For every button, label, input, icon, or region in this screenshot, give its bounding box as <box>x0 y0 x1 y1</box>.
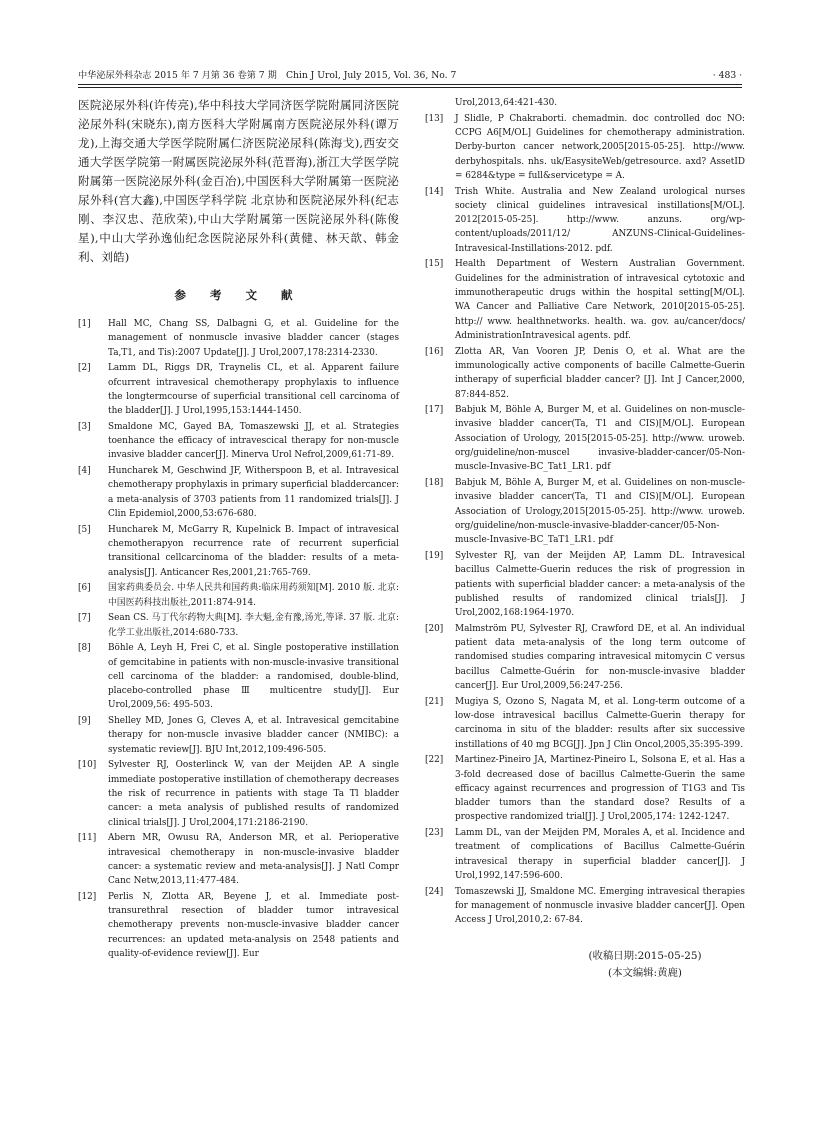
reference-item <box>425 695 745 752</box>
reference-item <box>425 753 745 824</box>
reference-item <box>425 622 745 693</box>
reference-item <box>78 420 399 463</box>
reference-number: [4] <box>78 466 91 477</box>
reference-number: [24] <box>425 886 444 897</box>
reference-item <box>78 611 399 640</box>
reference-item <box>425 257 745 343</box>
reference-text: Lamm DL, Riggs DR, Traynelis CL, et al. Apparent failure ofcurrent intravesical chemotherapy prophylaxis to influence the longtermcourse of superficial transitional cell carcinoma of the bladder[J]. J Urol,1995,153:1444-1450. <box>108 363 399 417</box>
reference-text: Abern MR, Owusu RA, Anderson MR, et al. Perioperative intravesical chemotherapy in non-muscle-invasive bladder cancer: a systematic review and meta-analysis[J]. J Natl Compr Canc Netw,2013,11:477-484. <box>108 833 399 887</box>
reference-text: Sylvester RJ, van der Meijden AP, Lamm DL. Intravesical bacillus Calmette-Guerin reduces the risk of progression in patients with superficial bladder cancer: a meta-analysis of the published results of randomized clinical trials[J]. J Urol,2002,168:1964-1970. <box>455 550 745 619</box>
reference-number: [14] <box>425 186 444 197</box>
reference-item <box>78 714 399 757</box>
reference-text: Huncharek M, McGarry R, Kupelnick B. Impact of intravesical chemotherapyon recurrence rate of recurrent superficial transitional cellcarcinoma of the bladder: results of a meta-analysis[J]. Anticancer Res,2001,21:765-769. <box>108 524 399 578</box>
page-number: · 483 · <box>712 70 742 81</box>
reference-number: [15] <box>425 259 444 270</box>
reference-text: Shelley MD, Jones G, Cleves A, et al. Intravesical gemcitabine therapy for non-muscle invasive bladder cancer (NMIBC): a systematic review[J]. BJU Int,2012,109:496-505. <box>108 716 399 755</box>
reference-text: Tomaszewski JJ, Smaldone MC. Emerging intravesical therapies for management of nonmuscle invasive bladder cancer[J]. Open Access J Urol,2010,2: 67-84. <box>455 886 745 926</box>
reference-item <box>425 826 745 883</box>
right-column <box>425 96 745 982</box>
reference-text: Sylvester RJ, Oosterlinck W, van der Meijden AP. A single immediate postoperative instillation of chemotherapy decreases the risk of recurrence in patients with stage Ta Tl bladder cancer: a meta analysis of published results of randomized clinical trials[J]. J Urol,2004,171:2186-2190. <box>108 760 399 828</box>
reference-item <box>425 476 745 547</box>
affiliations-paragraph: 医院泌尿外科(许传亮),华中科技大学同济医学院附属同济医院泌尿外科(宋晓东),南方医科大学附属南方医院泌尿外科(谭万龙),上海交通大学医学院附属仁济医院泌尿科(陈海戈),西安交通大学医学院第一附属医院泌尿外科(范晋海),浙江大学医学院附属第一医院泌尿外科(金百冶),中国医科大学附属第一医院泌尿外科(宫大鑫),中国医学科学院 北京协和医院泌尿外科(纪志刚、李汉忠、范欣荣),中山大学附属第一医院泌尿外科(陈俊星),中山大学孙逸仙纪念医院泌尿外科(黄健、林天歆、韩金利、刘皓) <box>78 98 399 264</box>
reference-number: [9] <box>78 716 91 727</box>
reference-item <box>425 112 745 183</box>
reference-number: [16] <box>425 346 444 357</box>
reference-number: [12] <box>78 891 97 902</box>
journal-citation: 中华泌尿外科杂志 2015 年 7 月第 36 卷第 7 期 Chin J Urol, July 2015, Vol. 36, No. 7 <box>78 70 457 81</box>
reference-text: Health Department of Western Australian Government. Guidelines for the administration of intravesical cytotoxic and immunotherapeutic drugs within the hospital setting[M/OL]. WA Cancer and Palliative Care Network, 2010[2015-05-25]. http:// www. healthnetworks. health. wa. gov. au/cancer/docs/ AdministrationIntravesical agents. pdf. <box>455 259 745 341</box>
reference-text: Martinez-Pineiro JA, Martinez-Pineiro L, Solsona E, et al. Has a 3-fold decreased dose of bacillus Calmette-Guerin the same efficacy against recurrences and progression of T1G3 and Tis bladder tumors than the standard dose? Results of a prospective randomized trial[J]. J Urol,2005,174: 1242-1247. <box>455 755 745 823</box>
reference-item <box>425 403 745 474</box>
reference-item <box>78 361 399 418</box>
reference-number: [7] <box>78 613 91 624</box>
reference-number: [23] <box>425 828 444 839</box>
received-date: (收稿日期:2015-05-25) <box>588 949 702 962</box>
header-rule <box>78 84 742 85</box>
reference-item <box>78 317 399 360</box>
reference-text: Huncharek M, Geschwind JF, Witherspoon B, et al. Intravesical chemotherapy prophylaxis in primary superficial bladdercancer: a meta-analysis of 3703 patients from 11 randomized trials[J]. J Clin Epidemiol,2000,53:676-680. <box>108 466 399 520</box>
left-column <box>78 96 399 963</box>
reference-text: Mugiya S, Ozono S, Nagata M, et al. Long-term outcome of a low-dose intravesical bacillus Calmette-Guerin therapy for carcinoma in situ of the bladder: results after six successive instillations of 40 mg BCG[J]. Jpn J Clin Oncol,2005,35:395-399. <box>455 696 745 750</box>
reference-text: Trish White. Australia and New Zealand urological nurses society clinical guidelines intravesical instillations[M/OL]. 2012[2015-05-25]. http://www. anzuns. org/wp-content/uploads/2011/12/ ANZUNS-Clinical-Guidelines-Intravesical-Instillations-2012. pdf. <box>455 186 745 254</box>
reference-number: [17] <box>425 405 444 416</box>
reference-number: [1] <box>78 319 91 329</box>
reference-continuation: Urol,2013,64:421-430. <box>455 98 558 108</box>
reference-item <box>425 549 745 620</box>
reference-item <box>425 885 745 928</box>
reference-number: [11] <box>78 833 97 844</box>
editor-note: (本文编辑:黄鹿) <box>608 966 682 979</box>
reference-number: [18] <box>425 478 444 489</box>
reference-number: [20] <box>425 623 444 634</box>
reference-item <box>425 345 745 402</box>
reference-item <box>78 581 399 610</box>
reference-number: [2] <box>78 363 91 374</box>
reference-text: Lamm DL, van der Meijden PM, Morales A, et al. Incidence and treatment of complications of Bacillus Calmette-Guérin intravesical therapy in superficial bladder cancer[J]. J Urol,1992,147:596-600. <box>455 828 745 882</box>
reference-item <box>78 464 399 521</box>
reference-list-left <box>78 317 399 961</box>
reference-number: [6] <box>78 583 91 594</box>
reference-number: [3] <box>78 421 91 432</box>
reference-number: [19] <box>425 550 444 561</box>
reference-text: Malmström PU, Sylvester RJ, Crawford DE, et al. An individual patient data meta-analysis of the long term outcome of randomised studies comparing intravesical mitomycin C versus bacillus Calmette-Guérin for non-muscle-invasive bladder cancer[J]. Eur Urol,2009,56:247-256. <box>455 623 745 691</box>
reference-item <box>425 185 745 256</box>
reference-number: [22] <box>425 755 444 766</box>
reference-text: Hall MC, Chang SS, Dalbagni G, et al. Guideline for the management of nonmuscle invasive bladder cancer (stages Ta,T1, and Tis):2007 Update[J]. J Urol,2007,178:2314-2330. <box>108 319 399 358</box>
reference-list-right <box>425 112 745 928</box>
running-header <box>78 68 742 84</box>
reference-item <box>78 831 399 888</box>
reference-text: Zlotta AR, Van Vooren JP, Denis O, et al. What are the immunologically active components of bacille Calmette-Guerin intherapy of superficial bladder cancer? [J]. Int J Cancer,2000, 87:844-852. <box>455 346 745 400</box>
reference-item <box>78 758 399 829</box>
reference-text: Smaldone MC, Gayed BA, Tomaszewski JJ, et al. Strategies toenhance the efficacy of intravescical therapy for non-muscle invasive bladder cancer[J]. Minerva Urol Nefrol,2009,61:71-89. <box>108 421 399 461</box>
reference-number: [8] <box>78 643 91 654</box>
article-footer-notes <box>425 948 745 982</box>
reference-item <box>78 523 399 580</box>
reference-text: 国家药典委员会. 中华人民共和国药典:临床用药须知[M]. 2010 版. 北京:中国医药科技出版社,2011:874-914. <box>108 583 399 608</box>
references-heading: 参 考 文 献 <box>174 288 303 302</box>
reference-number: [13] <box>425 113 444 124</box>
reference-number: [21] <box>425 696 444 707</box>
reference-text: Babjuk M, Böhle A, Burger M, et al. Guidelines on non-muscle-invasive bladder cancer(Ta, T1 and CIS)[M/OL]. European Association of Urology, 2015[2015-05-25]. http://www. uroweb. org/guideline/non-muscel invasive-bladder-cancer/05-Non-muscle-Invasive-BC_Tat1_LR1. pdf <box>455 405 745 473</box>
reference-number: [10] <box>78 760 97 771</box>
header-rule-thin <box>78 87 742 88</box>
reference-item <box>78 890 399 961</box>
reference-text: J Slidle, P Chakraborti. chemadmin. doc controlled doc NO: CCPG A6[M/OL] Guidelines for chemotherapy administration. Derby-burton cancer network,2005[2015-05-25]. http://www. derbyhospitals. nhs. uk/EasysiteWeb/getresource. axd? AssetID = 6284&type = full&servicetype = A. <box>455 113 745 181</box>
reference-text: Sean CS. 马丁代尔药物大典[M]. 李大魁,金有豫,汤光,等译. 37 版. 北京:化学工业出版社,2014:680-733. <box>108 613 399 638</box>
reference-number: [5] <box>78 524 91 535</box>
reference-text: Böhle A, Leyh H, Frei C, et al. Single postoperative instillation of gemcitabine in patients with non-muscle-invasive transitional cell carcinoma of the bladder: a randomised, double-blind, placebo-controlled phase Ⅲ multicentre study[J]. Eur Urol,2009,56: 495-503. <box>108 643 399 711</box>
reference-item <box>78 641 399 712</box>
reference-text: Babjuk M, Böhle A, Burger M, et al. Guidelines on non-muscle-invasive bladder cancer(Ta, T1 and CIS)[M/OL]. European Association of Urology,2015[2015-05-25]. http://www. uroweb. org/guideline/non-muscle-invasive-bladder-cancer/05-Non-muscle-Invasive-BC_TaT1_LR1. pdf <box>455 478 745 546</box>
reference-text: Perlis N, Zlotta AR, Beyene J, et al. Immediate post-transurethral resection of bladder tumor intravesical chemotherapy prevents non-muscle-invasive bladder cancer recurrences: an updated meta-analysis on 2548 patients and quality-of-evidence review[J]. Eur <box>108 891 399 960</box>
